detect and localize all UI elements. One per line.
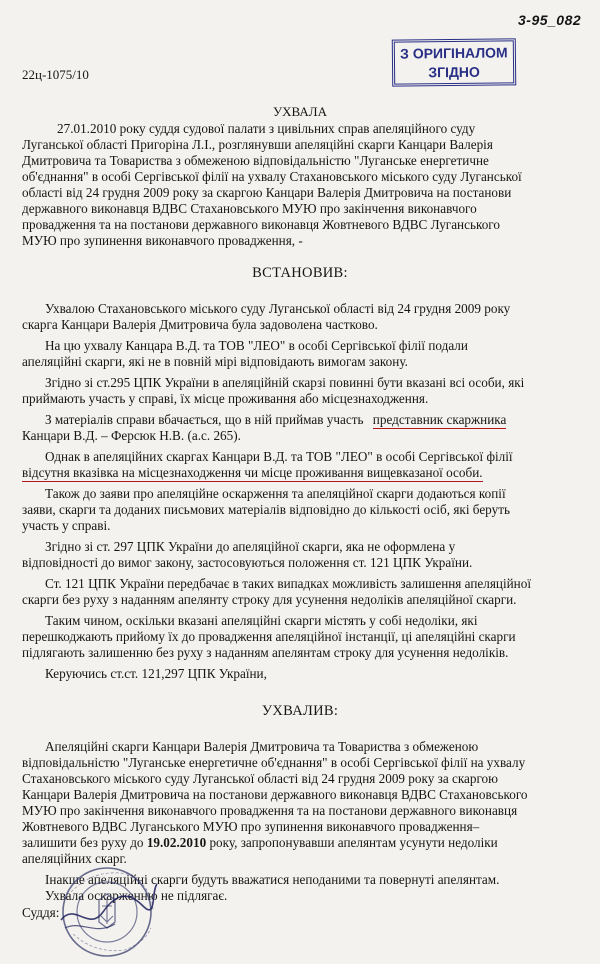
decided-line: Апеляційні скарги Канцари Валерія Дмитровича та Товариства з обмеженою	[45, 739, 479, 754]
decided-line: Ухвала оскарженню не підлягає.	[45, 888, 228, 903]
decided-line: Канцари Валерія Дмитровича на постанови державного виконавця ВДВС Стахановського	[22, 787, 528, 802]
deadline-date: 19.02.2010	[146, 835, 207, 850]
document-title: УХВАЛА	[272, 104, 328, 119]
heading-decided: УХВАЛИВ:	[261, 703, 339, 719]
established-line: На цю ухвалу Канцара В.Д. та ТОВ "ЛЕО" в особі Сергівської філії подали	[45, 338, 468, 353]
intro-line: державного виконавця ВДВС Стахановського МУЮ про закінчення виконавчого	[22, 201, 477, 216]
established-line	[22, 465, 483, 480]
decided-line: Стахановського міського суду Луганської області від 24 грудня 2009 року за скаргою	[22, 771, 498, 786]
stamp-line-2: ЗГІДНО	[428, 63, 480, 81]
established-line: Керуючись ст.ст. 121,297 ЦПК України,	[45, 666, 267, 681]
decided-line	[22, 835, 498, 850]
original-copy-stamp	[392, 38, 516, 86]
decided-line: Інакше апеляційні скарги будуть вважатися неподаними та повернуті апелянтам.	[45, 872, 500, 887]
established-line: приймають участь у справі, їх місце проживання або місцезнаходження.	[22, 391, 429, 406]
established-line: заяви, скарги та доданих письмових матеріалів відповідно до кількості осіб, які беруть	[22, 502, 510, 517]
document-number: 3-95_082	[518, 12, 582, 28]
intro-line: об'єднання" в особі Сергівської філії на ухвалу Стахановського міського суду Луганської	[22, 169, 522, 184]
established-line: скарги без руху з наданням апелянту строку для усунення недоліків апеляційної скарги.	[22, 592, 517, 607]
established-line: перешкоджають прийому їх до провадження апеляційної інстанції, ці апеляційні скарги	[22, 629, 516, 644]
judge-label: Суддя:	[22, 905, 60, 920]
established-line: Ст. 121 ЦПК України передбачає в таких випадках можливість залишення апеляційної	[45, 576, 532, 591]
established-line: Канцари В.Д. – Ферсюк Н.В. (а.с. 265).	[22, 428, 241, 443]
intro-line: провадження та на постанови державного виконавця Жовтневого ВДВС Луганського	[22, 217, 500, 232]
established-line: Ухвалою Стахановського міського суду Луганської області від 24 грудня 2009 року	[45, 301, 511, 316]
established-line: скарга Канцари Валерія Дмитровича була задоволена частково.	[22, 317, 378, 332]
intro-line: 27.01.2010 року суддя судової палати з цивільних справ апеляційного суду	[57, 121, 476, 136]
highlighted-representative: представник скаржника	[372, 412, 507, 427]
established-line: Згідно зі ст.295 ЦПК України в апеляційній скарзі повинні бути вказані всі особи, які	[45, 375, 525, 390]
established-line: відповідності до вимог закону, застосовуються положення ст. 121 ЦПК України.	[22, 555, 473, 570]
decided-line: апеляційних скарг.	[22, 851, 127, 866]
intro-line: Дмитровича та Товариства з обмеженою відповідальністю "Луганське енергетичне	[22, 153, 489, 168]
decided-line-text: залишити без руху до	[22, 835, 147, 850]
stamp-line-1: З ОРИГІНАЛОМ	[400, 44, 508, 62]
highlighted-location-note: відсутня вказівка на місцезнаходження чи місце проживання вищевказаної особи.	[22, 465, 483, 480]
established-line	[45, 412, 506, 427]
decided-line: МУЮ про закінчення виконавчого провадження та на постанови державного виконавця	[22, 803, 518, 818]
decided-line-text: року, запропонувавши апелянтам усунути недоліки	[206, 835, 498, 850]
established-line: апеляційні скарги, які не в повній мірі відповідають вимогам закону.	[22, 354, 408, 369]
decided-line: Жовтневого ВДВС Луганського МУЮ про зупинення виконавчого провадження–	[22, 819, 480, 834]
case-number: 22ц-1075/10	[22, 67, 89, 82]
established-line: Також до заяви про апеляційне оскарження та апеляційної скарги додаються копії	[45, 486, 506, 501]
established-line: Таким чином, оскільки вказані апеляційні скарги містять у собі недоліки, які	[45, 613, 478, 628]
established-line: Згідно зі ст. 297 ЦПК України до апеляційної скарги, яка не оформлена у	[45, 539, 456, 554]
intro-line: МУЮ про зупинення виконавчого провадження, -	[22, 233, 303, 248]
established-line: підлягають залишенню без руху з наданням апелянтам строку для усунення недоліків.	[22, 645, 509, 660]
heading-established: ВСТАНОВИВ:	[252, 265, 348, 281]
intro-line: області від 24 грудня 2009 року за скаргою Канцари Валерія Дмитровича на постанови	[22, 185, 512, 200]
decided-line: відповідальністю "Луганське енергетичне об'єднання" в особі Сергівської філії на ухвалу	[22, 755, 526, 770]
established-line: Однак в апеляційних скаргах Канцари В.Д. та ТОВ "ЛЕО" в особі Сергівської філії	[45, 449, 513, 464]
court-seal-icon	[55, 862, 159, 960]
intro-line: Луганської області Пригоріна Л.І., розглянувши апеляційні скарги Канцари Валерія	[22, 137, 493, 152]
established-line: участь у справі.	[22, 518, 111, 533]
established-line-text: З матеріалів справи вбачається, що в ній приймав участь	[45, 412, 364, 427]
